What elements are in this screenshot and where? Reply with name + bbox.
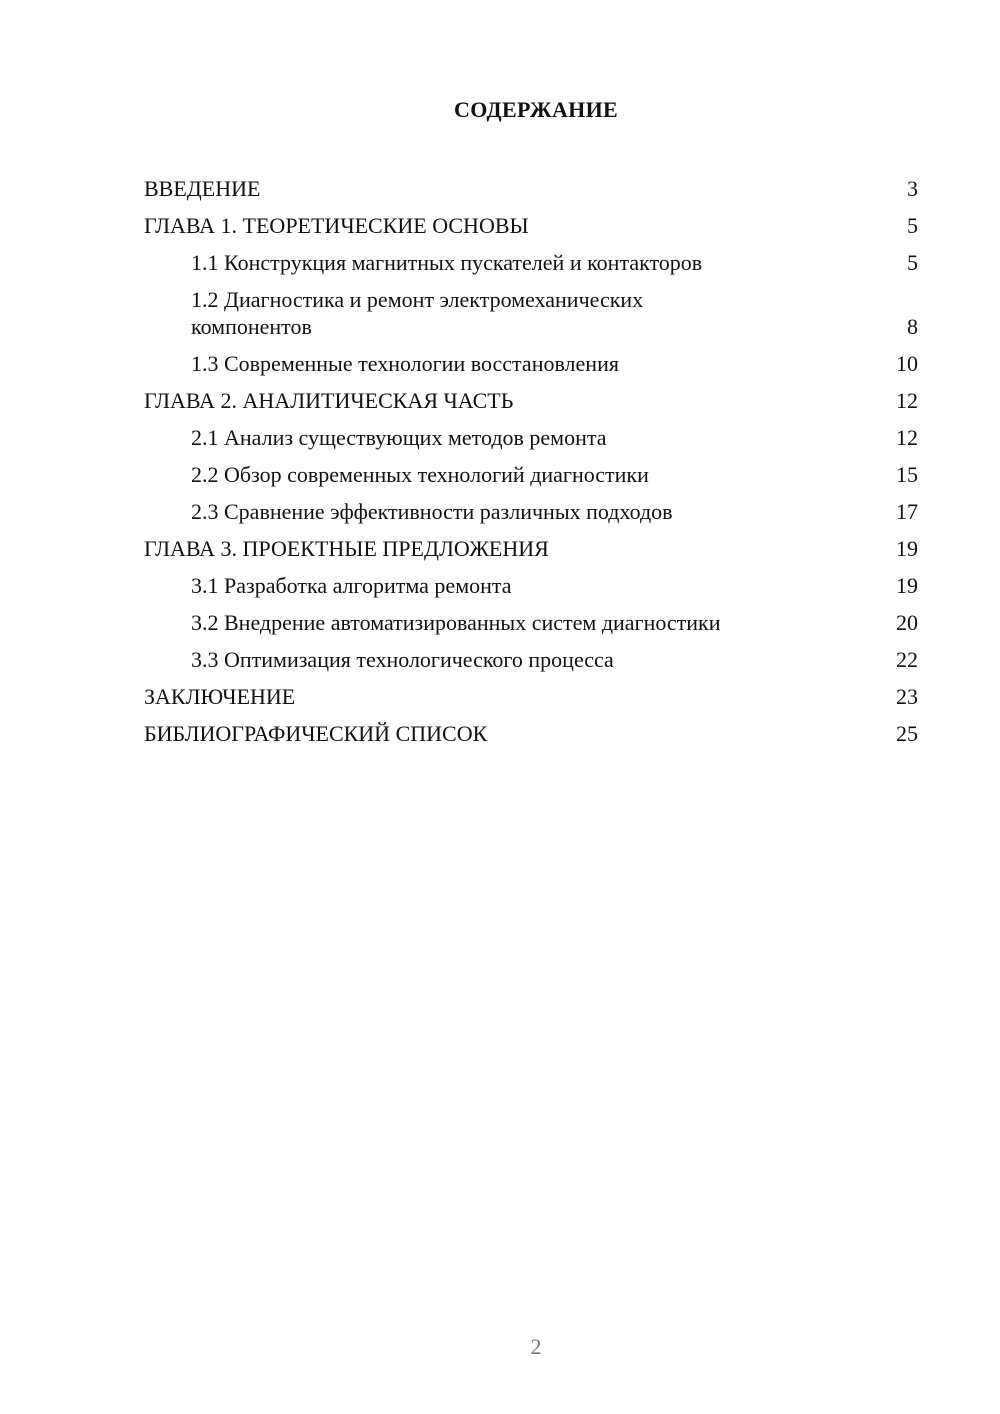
toc-entry-label: 3.2 Внедрение автоматизированных систем диагностики: [191, 610, 721, 635]
toc-entry-page: 3: [907, 176, 918, 201]
toc-entry-page: 12: [896, 388, 918, 413]
toc-entry-label: ГЛАВА 2. АНАЛИТИЧЕСКАЯ ЧАСТЬ: [144, 388, 514, 413]
toc-entry-page: 5: [907, 213, 918, 238]
toc-entry-label: ВВЕДЕНИЕ: [144, 176, 261, 201]
toc-entry-label: 1.2 Диагностика и ремонт электромеханических компонентов: [191, 287, 644, 339]
toc-entry-conclusion[interactable]: [144, 678, 918, 715]
toc-entry-chapter-3[interactable]: [144, 530, 918, 567]
toc-entry-introduction[interactable]: [144, 170, 918, 207]
toc-entry-page: 19: [896, 536, 918, 561]
toc-entry-section-2-1[interactable]: [144, 419, 918, 456]
toc-entry-label: ЗАКЛЮЧЕНИЕ: [144, 684, 296, 709]
table-of-contents: [144, 170, 918, 752]
toc-entry-section-1-1[interactable]: [144, 244, 918, 281]
toc-entry-section-3-3[interactable]: [144, 641, 918, 678]
page-number: 2: [530, 1334, 542, 1359]
toc-entry-label: 3.3 Оптимизация технологического процесса: [191, 647, 614, 672]
toc-entry-page: 12: [896, 425, 918, 450]
toc-entry-section-3-1[interactable]: [144, 567, 918, 604]
toc-entry-label: 1.3 Современные технологии восстановления: [191, 351, 619, 376]
toc-entry-label: 2.1 Анализ существующих методов ремонта: [191, 425, 607, 450]
toc-entry-section-1-3[interactable]: [144, 345, 918, 382]
toc-entry-page: 5: [907, 250, 918, 275]
toc-entry-label: БИБЛИОГРАФИЧЕСКИЙ СПИСОК: [144, 721, 488, 746]
toc-entry-page: 22: [896, 647, 918, 672]
toc-entry-chapter-2[interactable]: [144, 382, 918, 419]
toc-entry-section-1-2[interactable]: [144, 281, 918, 345]
toc-entry-section-2-3[interactable]: [144, 493, 918, 530]
toc-entry-label: 2.2 Обзор современных технологий диагностики: [191, 462, 649, 487]
toc-entry-section-2-2[interactable]: [144, 456, 918, 493]
toc-entry-chapter-1[interactable]: [144, 207, 918, 244]
page-title: СОДЕРЖАНИЕ: [454, 97, 618, 122]
toc-entry-page: 23: [896, 684, 918, 709]
toc-entry-page: 25: [896, 721, 918, 746]
toc-entry-label: ГЛАВА 1. ТЕОРЕТИЧЕСКИЕ ОСНОВЫ: [144, 213, 529, 238]
toc-entry-page: 17: [896, 499, 918, 524]
toc-entry-label: 3.1 Разработка алгоритма ремонта: [191, 573, 512, 598]
toc-entry-page: 15: [896, 462, 918, 487]
toc-entry-label: 2.3 Сравнение эффективности различных подходов: [191, 499, 673, 524]
toc-entry-section-3-2[interactable]: [144, 604, 918, 641]
toc-entry-label: ГЛАВА 3. ПРОЕКТНЫЕ ПРЕДЛОЖЕНИЯ: [144, 536, 549, 561]
toc-entry-page: 8: [907, 314, 918, 339]
toc-entry-page: 20: [896, 610, 918, 635]
toc-entry-label: 1.1 Конструкция магнитных пускателей и контакторов: [191, 250, 703, 275]
toc-entry-page: 10: [896, 351, 918, 376]
toc-entry-page: 19: [896, 573, 918, 598]
toc-entry-bibliography[interactable]: [144, 715, 918, 752]
